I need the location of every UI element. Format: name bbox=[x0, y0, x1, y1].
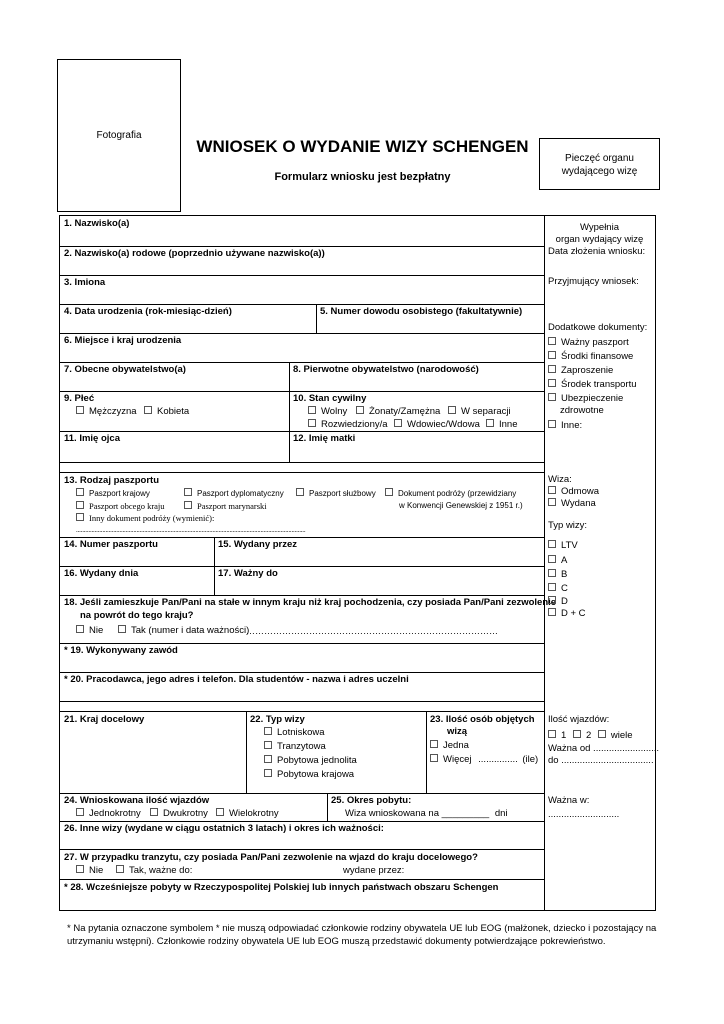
field-1-label: 1. Nazwisko(a) bbox=[64, 218, 130, 229]
entries-1-option[interactable]: 1 bbox=[548, 730, 566, 741]
field-24-label: 24. Wnioskowana ilość wjazdów bbox=[64, 795, 210, 806]
side-receiver-label: Przyjmujący wniosek: bbox=[548, 276, 639, 287]
checkbox-icon bbox=[548, 540, 556, 548]
doc-insurance-cont: zdrowotne bbox=[560, 405, 604, 416]
photo-label: Fotografia bbox=[96, 130, 142, 141]
field-5-label: 5. Numer dowodu osobistego (fakultatywnie) bbox=[320, 306, 523, 317]
stamp-line1: Pieczęć organu bbox=[565, 153, 634, 164]
checkbox-icon bbox=[150, 808, 158, 816]
checkbox-icon bbox=[264, 755, 272, 763]
checkbox-icon bbox=[184, 501, 192, 509]
doc-funds-option[interactable]: Środki finansowe bbox=[548, 351, 633, 363]
form-subtitle: Formularz wniosku jest bezpłatny bbox=[274, 171, 451, 183]
type-b-option[interactable]: B bbox=[548, 569, 567, 581]
field-10-label: 10. Stan cywilny bbox=[293, 393, 367, 404]
visa-type-transit-option[interactable]: Tranzytowa bbox=[264, 741, 326, 753]
field-11-label: 11. Imię ojca bbox=[64, 433, 120, 444]
checkbox-icon bbox=[76, 625, 84, 633]
passport-service-option[interactable]: Paszport służbowy bbox=[296, 488, 376, 500]
visa-type-uniform-option[interactable]: Pobytowa jednolita bbox=[264, 755, 357, 767]
side-visa-label: Wiza: bbox=[548, 474, 572, 485]
field-13-label: 13. Rodzaj paszportu bbox=[64, 475, 160, 486]
checkbox-icon bbox=[430, 754, 438, 762]
checkbox-icon bbox=[430, 740, 438, 748]
field-19-label: * 19. Wykonywany zawód bbox=[64, 645, 178, 656]
marital-divorced-option[interactable]: Rozwiedziony/a bbox=[308, 419, 388, 431]
photo-box bbox=[57, 59, 181, 212]
checkbox-icon bbox=[76, 501, 84, 509]
type-a-option[interactable]: A bbox=[548, 555, 567, 567]
checkbox-icon bbox=[548, 393, 556, 401]
marital-married-option[interactable]: Żonaty/Zamężna bbox=[356, 406, 440, 418]
stamp-box bbox=[539, 138, 660, 190]
entry-permit-no-option[interactable]: Nie bbox=[76, 865, 103, 877]
side-date-label: Data złożenia wniosku: bbox=[548, 246, 646, 257]
field-4-label: 4. Data urodzenia (rok-miesiąc-dzień) bbox=[64, 306, 232, 317]
checkbox-icon bbox=[548, 420, 556, 428]
field-6-label: 6. Miejsce i kraj urodzenia bbox=[64, 335, 182, 346]
return-permit-dots: ………………………………………………………………………… bbox=[246, 626, 498, 636]
footnote: * Na pytania oznaczone symbolem * nie muszą odpowiadać członkowie rodziny obywatela UE lub EOG (małżonek, dziecko i pozostający na utrzymaniu wstępni). Członkowie rodziny obywatela UE lub EOG muszą przedstawić dokumenty potwierdzające pokrewieństwo. bbox=[67, 923, 657, 947]
type-dc-option[interactable]: D + C bbox=[548, 608, 586, 620]
type-d-option[interactable]: D bbox=[548, 596, 568, 608]
form-title: WNIOSEK O WYDANIE WIZY SCHENGEN bbox=[196, 137, 529, 156]
sex-female-option[interactable]: Kobieta bbox=[144, 406, 189, 418]
checkbox-icon bbox=[264, 769, 272, 777]
side-valid-from: Ważna od ......................... bbox=[548, 743, 660, 754]
passport-travel-doc-option[interactable]: Dokument podróży (przewidziany bbox=[385, 488, 516, 500]
field-25-label: 25. Okres pobytu: bbox=[331, 795, 412, 806]
doc-insurance-option[interactable]: Ubezpieczenie bbox=[548, 393, 623, 405]
side-docs-label: Dodatkowe dokumenty: bbox=[548, 322, 648, 333]
checkbox-icon bbox=[385, 488, 393, 496]
checkbox-icon bbox=[548, 486, 556, 494]
checkbox-icon bbox=[116, 865, 124, 873]
field-22-label: 22. Typ wizy bbox=[250, 714, 305, 725]
field-7-label: 7. Obecne obywatelstwo(a) bbox=[64, 364, 186, 375]
checkbox-icon bbox=[184, 488, 192, 496]
visa-type-airport-option[interactable]: Lotniskowa bbox=[264, 727, 325, 739]
checkbox-icon bbox=[394, 419, 402, 427]
field-23-label: 23. Ilość osób objętych bbox=[430, 714, 535, 725]
field-9-label: 9. Płeć bbox=[64, 393, 95, 404]
visa-issued-option[interactable]: Wydana bbox=[548, 498, 596, 510]
doc-other-option[interactable]: Inne: bbox=[548, 420, 582, 432]
return-permit-yes-option[interactable]: Tak (numer i data ważności) bbox=[118, 625, 249, 637]
checkbox-icon bbox=[573, 730, 581, 738]
stamp-line2: wydającego wizę bbox=[561, 166, 638, 177]
field-12-label: 12. Imię matki bbox=[293, 433, 356, 444]
checkbox-icon bbox=[76, 808, 84, 816]
passport-diplomatic-option[interactable]: Paszport dyplomatyczny bbox=[184, 488, 284, 500]
checkbox-icon bbox=[548, 337, 556, 345]
checkbox-icon bbox=[448, 406, 456, 414]
return-permit-no-option[interactable]: Nie bbox=[76, 625, 103, 637]
checkbox-icon bbox=[548, 379, 556, 387]
checkbox-icon bbox=[308, 419, 316, 427]
field-14-label: 14. Numer paszportu bbox=[64, 539, 158, 550]
checkbox-icon bbox=[548, 569, 556, 577]
side-header-2: organ wydający wizę bbox=[555, 234, 644, 245]
checkbox-icon bbox=[76, 513, 84, 521]
side-valid-for: Ważna w: bbox=[548, 795, 590, 806]
side-divider bbox=[544, 216, 545, 910]
field-26-label: 26. Inne wizy (wydane w ciągu ostatnich 3 latach) i okres ich ważności: bbox=[64, 823, 384, 834]
visa-type-national-option[interactable]: Pobytowa krajowa bbox=[264, 769, 354, 781]
checkbox-icon bbox=[296, 488, 304, 496]
field-21-label: 21. Kraj docelowy bbox=[64, 714, 145, 725]
doc-transport-option[interactable]: Środek transportu bbox=[548, 379, 637, 391]
passport-other-option[interactable]: Inny dokument podróży (wymienić): bbox=[76, 512, 214, 524]
checkbox-icon bbox=[308, 406, 316, 414]
checkbox-icon bbox=[356, 406, 364, 414]
persons-one-option[interactable]: Jedna bbox=[430, 740, 469, 752]
marital-single-option[interactable]: Wolny bbox=[308, 406, 347, 418]
side-entries-label: Ilość wjazdów: bbox=[548, 714, 610, 725]
checkbox-icon bbox=[548, 583, 556, 591]
field-28-label: * 28. Wcześniejsze pobyty w Rzeczypospolitej Polskiej lub innych państwach obszaru Schengen bbox=[64, 882, 499, 893]
entries-multiple-option[interactable]: Wielokrotny bbox=[216, 808, 279, 820]
doc-invitation-option[interactable]: Zaproszenie bbox=[548, 365, 613, 377]
passport-national-option[interactable]: Paszport krajowy bbox=[76, 488, 150, 500]
checkbox-icon bbox=[264, 741, 272, 749]
checkbox-icon bbox=[598, 730, 606, 738]
persons-more-option[interactable]: Więcej ............... (ile) bbox=[430, 754, 538, 766]
checkbox-icon bbox=[548, 555, 556, 563]
visa-refused-option[interactable]: Odmowa bbox=[548, 486, 599, 498]
side-entries-options bbox=[548, 730, 633, 742]
checkbox-icon bbox=[264, 727, 272, 735]
checkbox-icon bbox=[548, 608, 556, 616]
entries-single-option[interactable]: Jednokrotny bbox=[76, 808, 141, 820]
stay-duration-text: Wiza wnioskowana na _________ dni bbox=[345, 808, 508, 819]
entries-many-option[interactable]: wiele bbox=[598, 730, 633, 741]
marital-other-option[interactable]: Inne bbox=[486, 419, 518, 431]
field-20-label: * 20. Pracodawca, jego adres i telefon. Dla studentów - nazwa i adres uczelni bbox=[64, 674, 409, 685]
passport-foreign-option[interactable]: Paszport obcego kraju bbox=[76, 500, 165, 512]
passport-other-dots: .................................................................................................................................................... bbox=[76, 526, 306, 534]
field-15-label: 15. Wydany przez bbox=[218, 539, 298, 550]
entry-permit-issued-by: wydane przez: bbox=[343, 865, 405, 876]
checkbox-icon bbox=[118, 625, 126, 633]
checkbox-icon bbox=[548, 351, 556, 359]
application-form bbox=[59, 215, 660, 911]
side-type-label: Typ wizy: bbox=[548, 520, 588, 531]
marital-separated-option[interactable]: W separacji bbox=[448, 406, 511, 418]
field-18-label: 18. Jeśli zamieszkuje Pan/Pani na stałe w innym kraju niż kraj pochodzenia, czy posiada Pan/Pani zezwolenie bbox=[64, 597, 557, 608]
entries-2-option[interactable]: 2 bbox=[573, 730, 591, 741]
type-ltv-option[interactable]: LTV bbox=[548, 540, 578, 552]
checkbox-icon bbox=[548, 365, 556, 373]
checkbox-icon bbox=[548, 498, 556, 506]
side-valid-for-dots: ........................... bbox=[548, 809, 620, 820]
entries-double-option[interactable]: Dwukrotny bbox=[150, 808, 208, 820]
field-16-label: 16. Wydany dnia bbox=[64, 568, 139, 579]
checkbox-icon bbox=[76, 406, 84, 414]
checkbox-icon bbox=[76, 865, 84, 873]
field-3-label: 3. Imiona bbox=[64, 277, 106, 288]
field-23-label-cont: wizą bbox=[447, 726, 468, 737]
checkbox-icon bbox=[76, 488, 84, 496]
entry-permit-yes-option[interactable]: Tak, ważne do: bbox=[116, 865, 192, 877]
side-header-1: Wypełnia bbox=[580, 222, 619, 233]
checkbox-icon bbox=[548, 730, 556, 738]
doc-passport-option[interactable]: Ważny paszport bbox=[548, 337, 629, 349]
passport-travel-doc-note: w Konwencji Genewskiej z 1951 r.) bbox=[399, 501, 523, 510]
type-c-option[interactable]: C bbox=[548, 583, 568, 595]
checkbox-icon bbox=[548, 596, 556, 604]
field-27-label: 27. W przypadku tranzytu, czy posiada Pan/Pani zezwolenie na wjazd do kraju docelowego? bbox=[64, 852, 478, 863]
marital-widowed-option[interactable]: Wdowiec/Wdowa bbox=[394, 419, 480, 431]
passport-seaman-option[interactable]: Paszport marynarski bbox=[184, 500, 267, 512]
field-2-label: 2. Nazwisko(a) rodowe (poprzednio używane nazwisko(a)) bbox=[64, 248, 325, 259]
field-17-label: 17. Ważny do bbox=[218, 568, 278, 579]
field-18-label-cont: na powrót do tego kraju? bbox=[80, 610, 194, 621]
checkbox-icon bbox=[216, 808, 224, 816]
side-valid-to: do ................................... bbox=[548, 755, 654, 766]
checkbox-icon bbox=[486, 419, 494, 427]
sex-male-option[interactable]: Mężczyzna bbox=[76, 406, 137, 418]
checkbox-icon bbox=[144, 406, 152, 414]
field-8-label: 8. Pierwotne obywatelstwo (narodowość) bbox=[293, 364, 479, 375]
